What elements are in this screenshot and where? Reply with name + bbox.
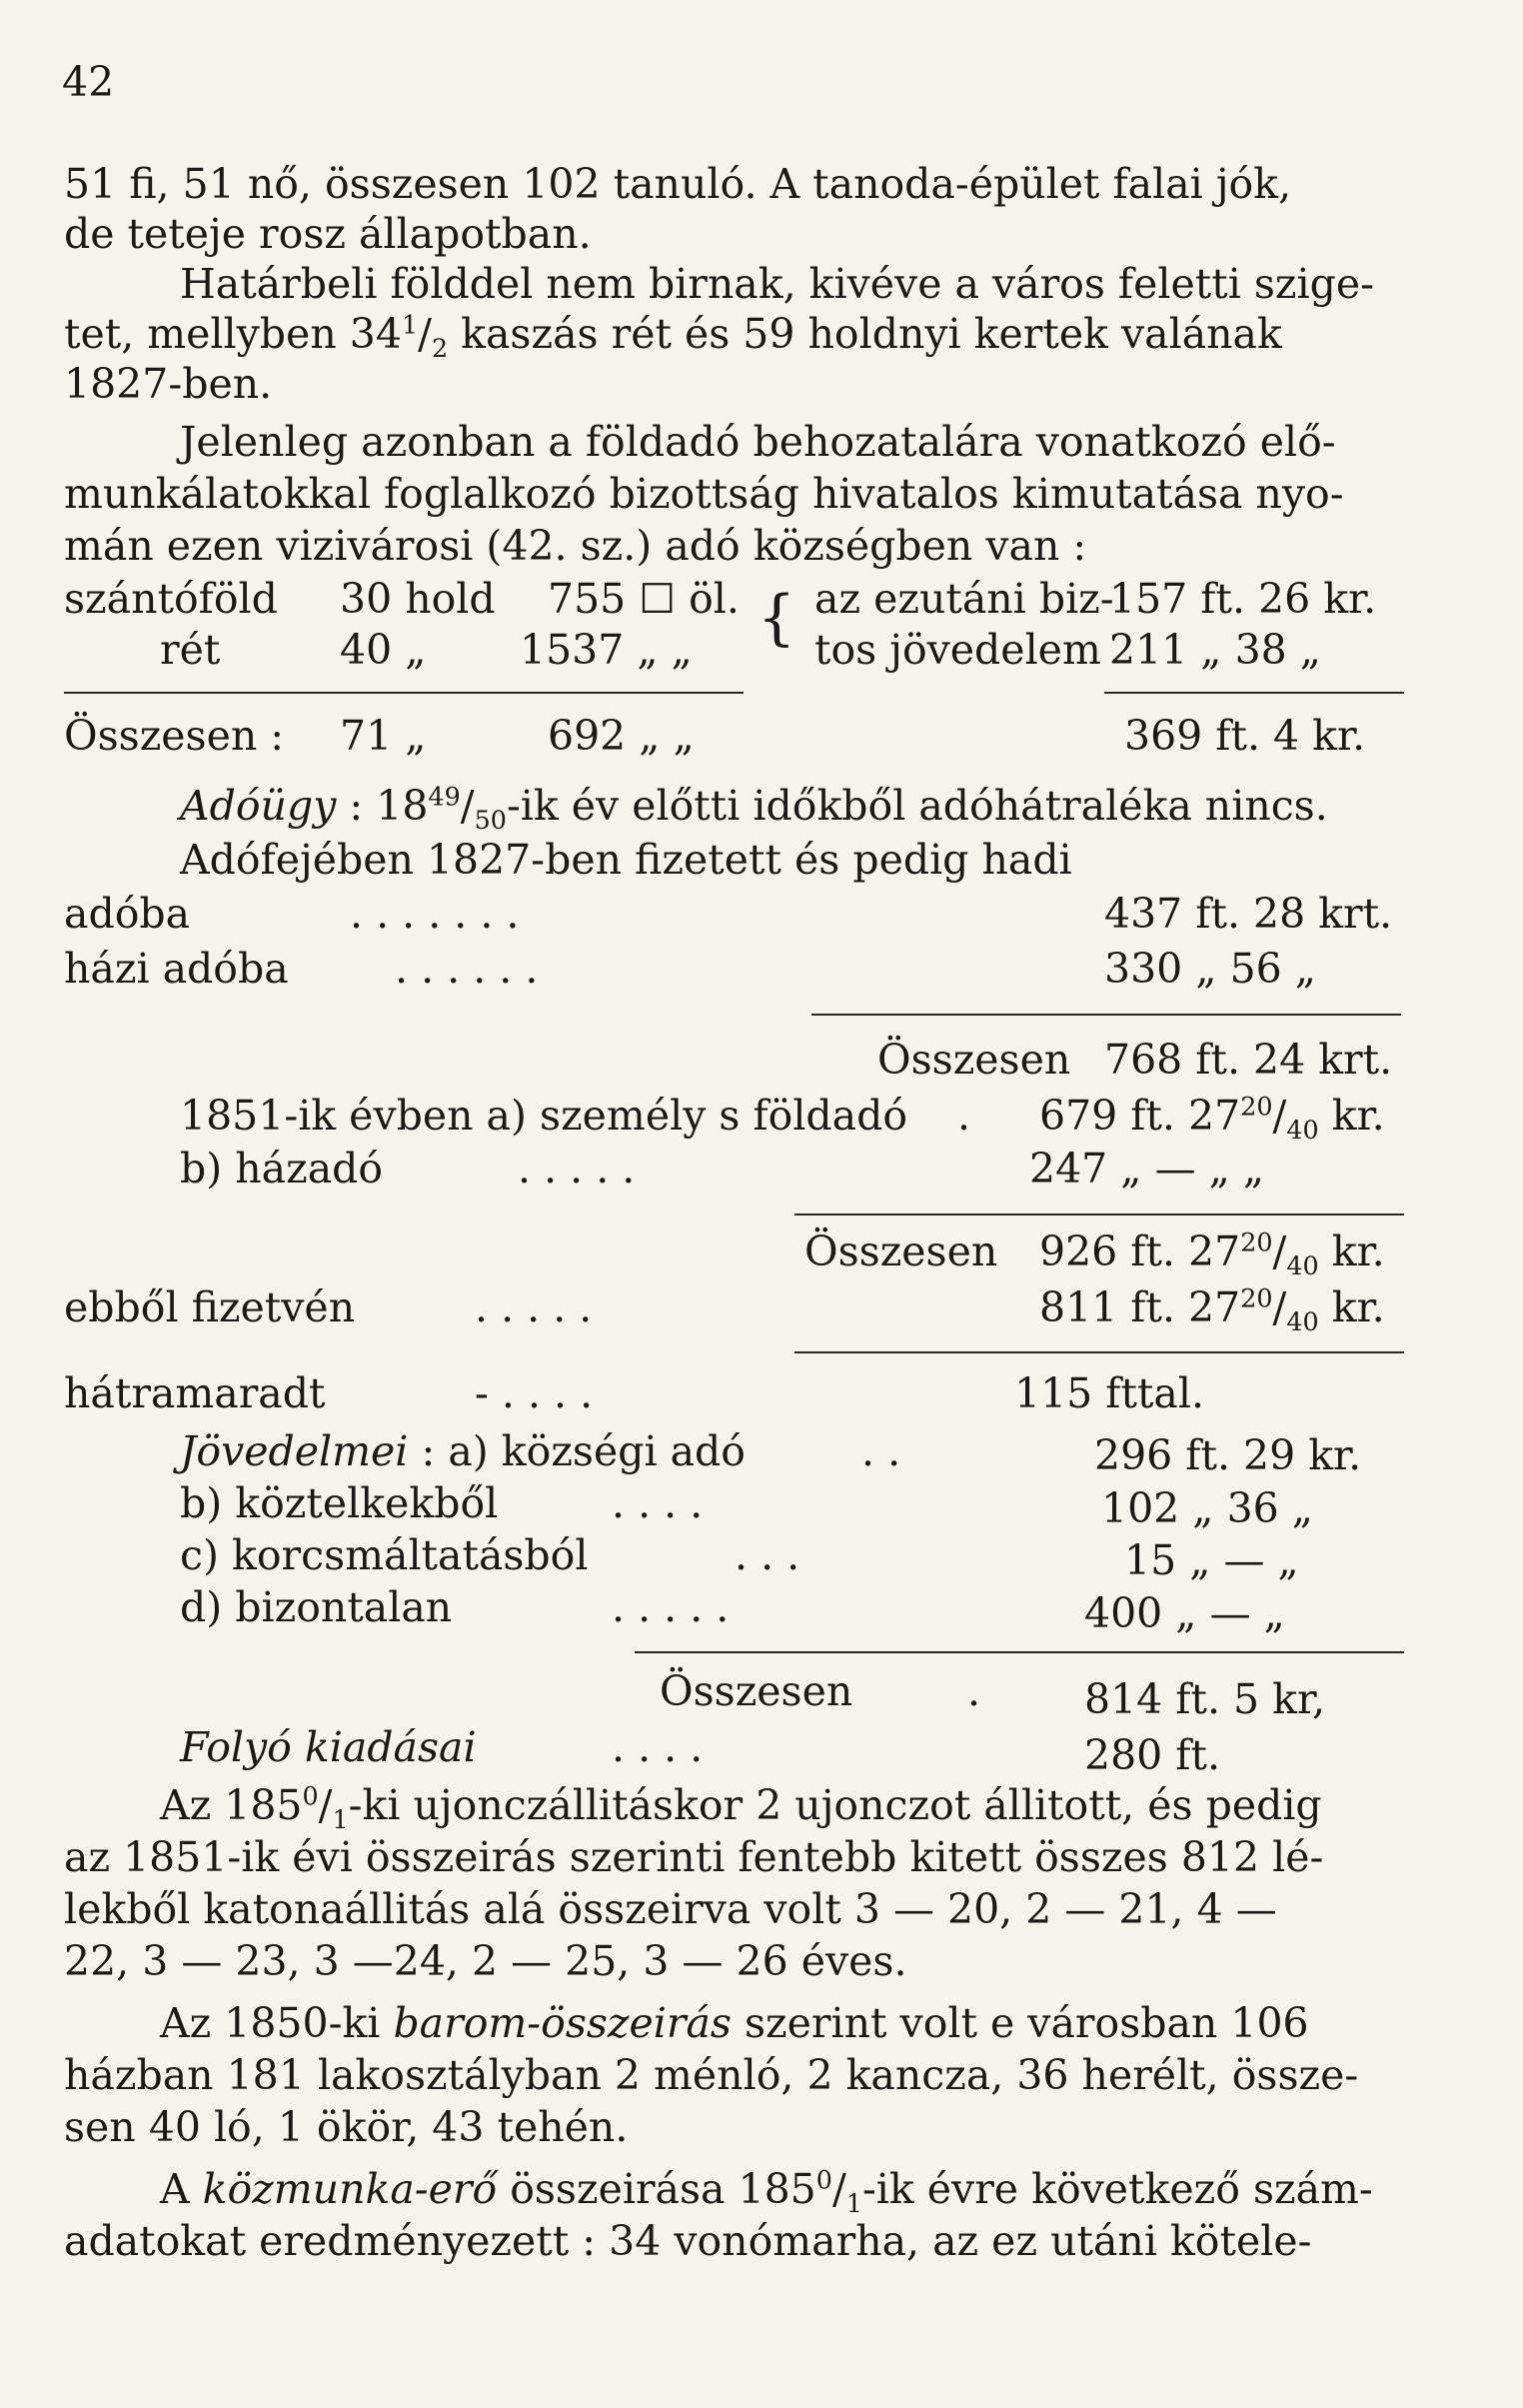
land-name: rét — [160, 626, 221, 674]
tax-value: 811 ft. $27^{20}/_{40}$ kr. — [1039, 1282, 1385, 1337]
tax-label: 1851-ik évben a) személy s földadó — [180, 1092, 908, 1140]
text-line: tet, mellyben $34^1/_2$ kaszás rét és 59 holdnyi kertek valának — [64, 309, 1282, 364]
text-line: 1827-ben. — [64, 360, 273, 408]
income-value: 15 „ — „ — [1124, 1536, 1299, 1584]
tax-label: b) házadó — [180, 1145, 384, 1193]
total-value: 926 ft. $27^{20}/_{40}$ kr. — [1039, 1226, 1385, 1281]
leader-dots: . . . . . — [612, 1583, 730, 1631]
text-line: Adóügy : $18^{49}/_{50}-ik$ év előtti időkből adóhátraléka nincs. — [180, 781, 1328, 836]
total-label: Összesen — [804, 1227, 998, 1275]
leader-dots: . . . . . — [475, 1283, 593, 1331]
text-line: Jövedelmei : a) községi adó — [180, 1427, 746, 1475]
leader-dots: . . . . . . — [395, 945, 539, 993]
divider — [64, 692, 744, 694]
tax-label: ebből fizetvén — [64, 1283, 356, 1331]
divider — [811, 1014, 1401, 1016]
leader-dots: - . . . . — [475, 1369, 594, 1417]
leader-dots: . . . . — [612, 1723, 704, 1771]
page-number: 42 — [62, 58, 115, 106]
land-ol: 755 ☐ öl. — [548, 575, 740, 623]
divider — [794, 1351, 1404, 1353]
divider — [635, 1651, 1404, 1653]
income-label: c) korcsmáltatásból — [180, 1531, 589, 1579]
land-value: 211 „ 38 „ — [1109, 626, 1322, 674]
text-line: házban 181 lakosztályban 2 ménló, 2 kancza, 36 herélt, össze- — [64, 2051, 1359, 2099]
leader-dots: . — [967, 1667, 981, 1715]
land-value: 157 ft. 26 kr. — [1109, 575, 1377, 623]
text-line: Határbeli földdel nem birnak, kivéve a város feletti szige- — [180, 260, 1374, 308]
text-line: lekből katonaállitás alá összeirva volt 3 — 20, 2 — 21, 4 — — [64, 1885, 1277, 1933]
income-value: 102 „ 36 „ — [1101, 1484, 1314, 1532]
expenses-label: Folyó kiadásai — [180, 1723, 477, 1771]
land-text: az ezutáni biz- — [814, 575, 1114, 623]
leader-dots: . . . — [735, 1531, 800, 1579]
tax-value: 247 „ — „ „ — [1029, 1145, 1265, 1193]
text-line: adatokat eredményezett : 34 vonómarha, az ez utáni kötele- — [64, 2217, 1312, 2265]
tax-label: adóba — [64, 890, 191, 938]
leader-dots: . — [957, 1092, 971, 1140]
land-total-label: Összesen : — [64, 712, 285, 760]
tax-value: 437 ft. 28 krt. — [1104, 890, 1393, 938]
text-line: Adófejében 1827-ben fizetett és pedig hadi — [180, 836, 1072, 884]
text-line: Jelenleg azonban a földadó behozatalára vonatkozó elő- — [180, 418, 1336, 466]
text-line: Az 1850-ki barom-összeirás szerint volt e városban 106 — [160, 1999, 1309, 2047]
income-label: d) bizontalan — [180, 1583, 453, 1631]
text-line: 22, 3 — 23, 3 —24, 2 — 25, 3 — 26 éves. — [64, 1937, 907, 1985]
expenses-value: 280 ft. — [1084, 1731, 1220, 1779]
text-line: de teteje rosz állapotban. — [64, 210, 592, 258]
total-label: Összesen — [877, 1036, 1071, 1084]
total-label: Összesen — [660, 1667, 853, 1715]
land-hold: 30 hold — [340, 575, 496, 623]
divider — [794, 1213, 1404, 1215]
leader-dots: . . . . . — [518, 1145, 636, 1193]
leader-dots: . . . . — [612, 1479, 704, 1527]
tax-label: hátramaradt — [64, 1369, 326, 1417]
leader-dots: . . — [861, 1427, 901, 1475]
text-line: mán ezen vizivárosi (42. sz.) adó községben van : — [64, 522, 1087, 570]
tax-value: 115 fttal. — [1014, 1369, 1205, 1417]
tax-value: 330 „ 56 „ — [1104, 945, 1317, 993]
text-line: Az $185^0/_1-ki$ ujonczállitáskor 2 ujonczot állitott, és pedig — [160, 1780, 1322, 1835]
income-value: 400 „ — „ — [1084, 1589, 1285, 1637]
brace-icon: { — [758, 583, 796, 653]
tax-value: 679 ft. $27^{20}/_{40}$ kr. — [1039, 1091, 1385, 1146]
land-ol: 1537 „ „ — [520, 626, 693, 674]
income-label: b) köztelkekből — [180, 1479, 499, 1527]
land-total-hold: 71 „ — [340, 712, 427, 760]
text-line: az 1851-ik évi összeirás szerinti fentebb kitett összes 812 lé- — [64, 1833, 1324, 1881]
total-value: 768 ft. 24 krt. — [1104, 1036, 1393, 1084]
text-line: sen 40 ló, 1 ökör, 43 tehén. — [64, 2103, 629, 2151]
income-value: 296 ft. 29 kr. — [1094, 1431, 1362, 1479]
land-hold: 40 „ — [340, 626, 427, 674]
text-line: munkálatokkal foglalkozó bizottság hivatalos kimutatása nyo- — [64, 470, 1344, 518]
divider — [1104, 692, 1404, 694]
land-total-ol: 692 „ „ — [548, 712, 695, 760]
text-line: A közmunka-erő összeirása $185^0/_1-ik$ évre következő szám- — [160, 2164, 1373, 2219]
land-name: szántóföld — [64, 575, 278, 623]
land-text: tos jövedelem — [814, 626, 1101, 674]
text-line: 51 fi, 51 nő, összesen 102 tanuló. A tanoda-épület falai jók, — [64, 160, 1292, 208]
tax-label: házi adóba — [64, 945, 289, 993]
leader-dots: . . . . . . . — [350, 890, 520, 938]
land-total-value: 369 ft. 4 kr. — [1124, 712, 1366, 760]
total-value: 814 ft. 5 kr, — [1084, 1675, 1326, 1723]
